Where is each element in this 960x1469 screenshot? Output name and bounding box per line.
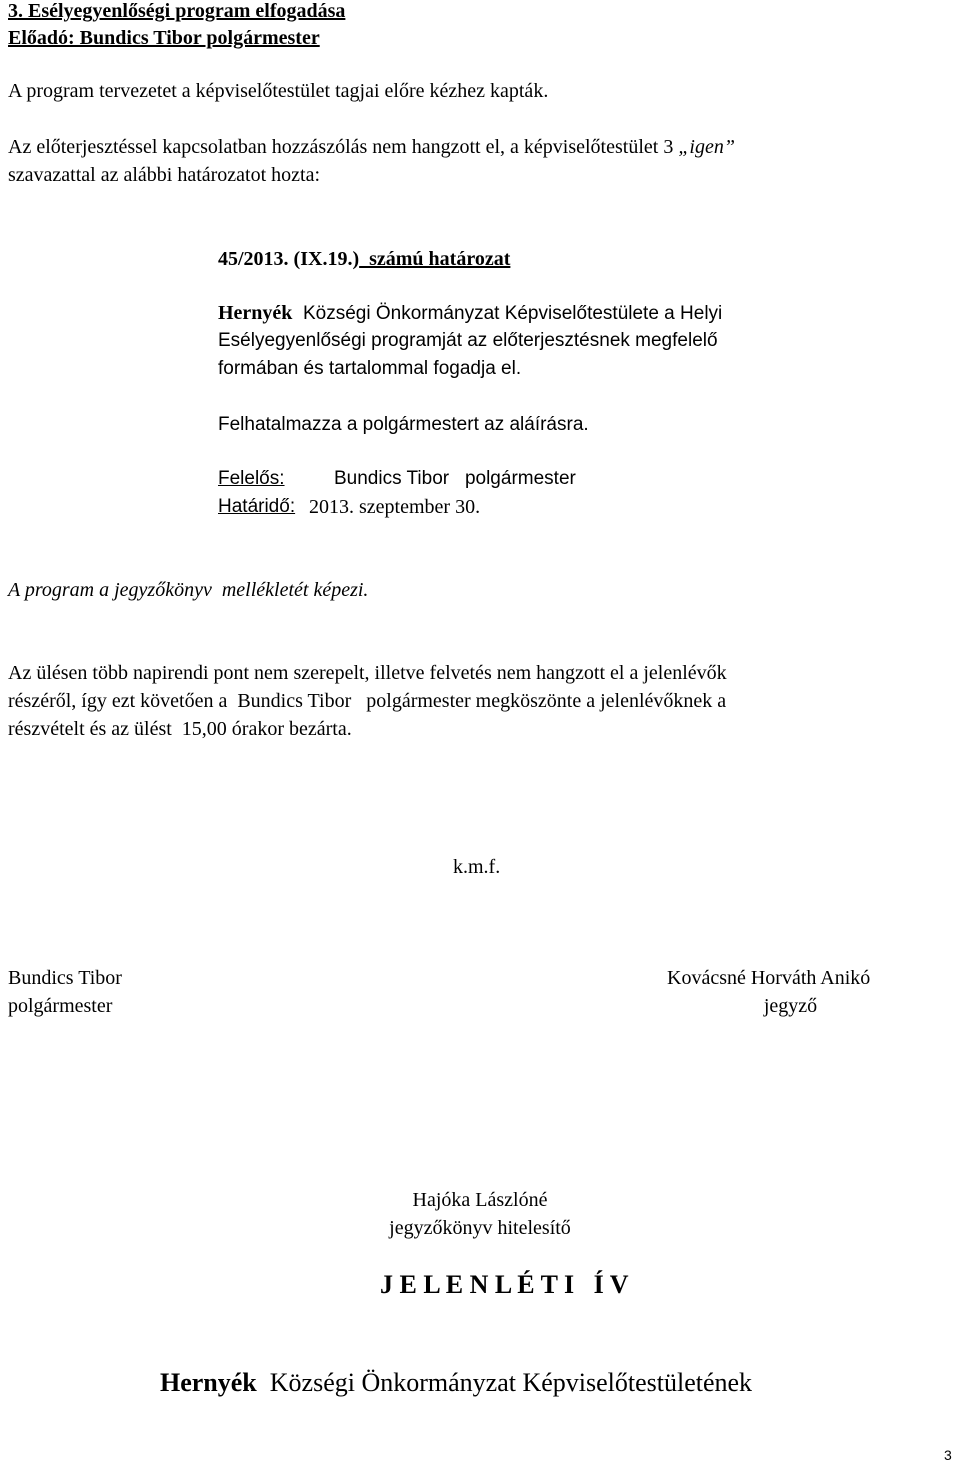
attendance-body-text: Községi Önkormányzat Képviselőtestületének <box>256 1368 753 1397</box>
closing-line-1: Az ülésen több napirendi pont nem szerepelt, illetve felvetés nem hangzott el a jelenlévők <box>8 662 727 684</box>
notary-signature-name: Kovácsné Horváth Anikó <box>667 967 871 989</box>
mayor-signature-title: polgármester <box>8 995 113 1017</box>
deadline-value: 2013. szeptember 30. <box>309 496 481 518</box>
intro-line-2-text: Az előterjesztéssel kapcsolatban hozzászólás nem hangzott el, a képviselőtestület 3 <box>8 136 679 158</box>
closing-line-3: részvételt és az ülést 15,00 órakor bezárta. <box>8 718 352 740</box>
mayor-signature-name: Bundics Tibor <box>8 967 122 989</box>
page-number: 3 <box>944 1447 952 1463</box>
intro-line-2 <box>8 133 735 161</box>
attendance-settlement-name: Hernyék <box>160 1368 257 1397</box>
resolution-id: 45/2013. (IX.19.) <box>218 248 360 270</box>
presenter-text: Előadó: Bundics Tibor polgármester <box>8 27 320 49</box>
settlement-name: Hernyék <box>218 302 293 324</box>
closing-line-2: részéről, így ezt követően a Bundics Tibor polgármester megköszönte a jelenlévőknek a <box>8 690 727 712</box>
presenter-line <box>8 24 320 52</box>
resolution-body-line-1 <box>218 299 722 328</box>
intro-line-3: szavazattal az alábbi határozatot hozta: <box>8 164 321 186</box>
resolution-body-text-1: Községi Önkormányzat Képviselőtestülete a Helyi <box>292 303 723 324</box>
notary-signature-title: jegyző <box>763 995 818 1017</box>
responsible-label <box>218 465 285 493</box>
kmf-mark: k.m.f. <box>453 856 501 878</box>
authenticator-name: Hajóka Lászlóné <box>412 1189 548 1211</box>
resolution-number <box>218 245 510 273</box>
resolution-body-line-2: Esélyegyenlőségi programját az előterjesztésnek megfelelő <box>218 330 718 351</box>
attendance-sheet-subtitle <box>160 1365 752 1401</box>
resolution-id-suffix: számú határozat <box>359 248 511 270</box>
deadline-label <box>218 493 295 521</box>
authenticator-title: jegyzőkönyv hitelesítő <box>389 1217 571 1239</box>
agenda-item-title: 3. Esélyegyenlőségi program elfogadása <box>8 0 346 22</box>
intro-line-1: A program tervezetet a képviselőtestület tagjai előre kézhez kapták. <box>8 80 549 102</box>
responsible-value: Bundics Tibor polgármester <box>334 468 576 489</box>
responsible-label-text: Felelős: <box>218 468 285 489</box>
resolution-body-line-3: formában és tartalommal fogadja el. <box>218 358 522 379</box>
agenda-item-heading <box>8 0 345 25</box>
deadline-label-text: Határidő: <box>218 496 296 517</box>
vote-result: „igen” <box>678 136 735 158</box>
attendance-sheet-title: J E L E N L É T I Í V <box>380 1270 629 1299</box>
authorization-line: Felhatalmazza a polgármestert az aláírásra. <box>218 414 589 435</box>
attachment-note: A program a jegyzőkönyv mellékletét képezi. <box>8 579 369 601</box>
